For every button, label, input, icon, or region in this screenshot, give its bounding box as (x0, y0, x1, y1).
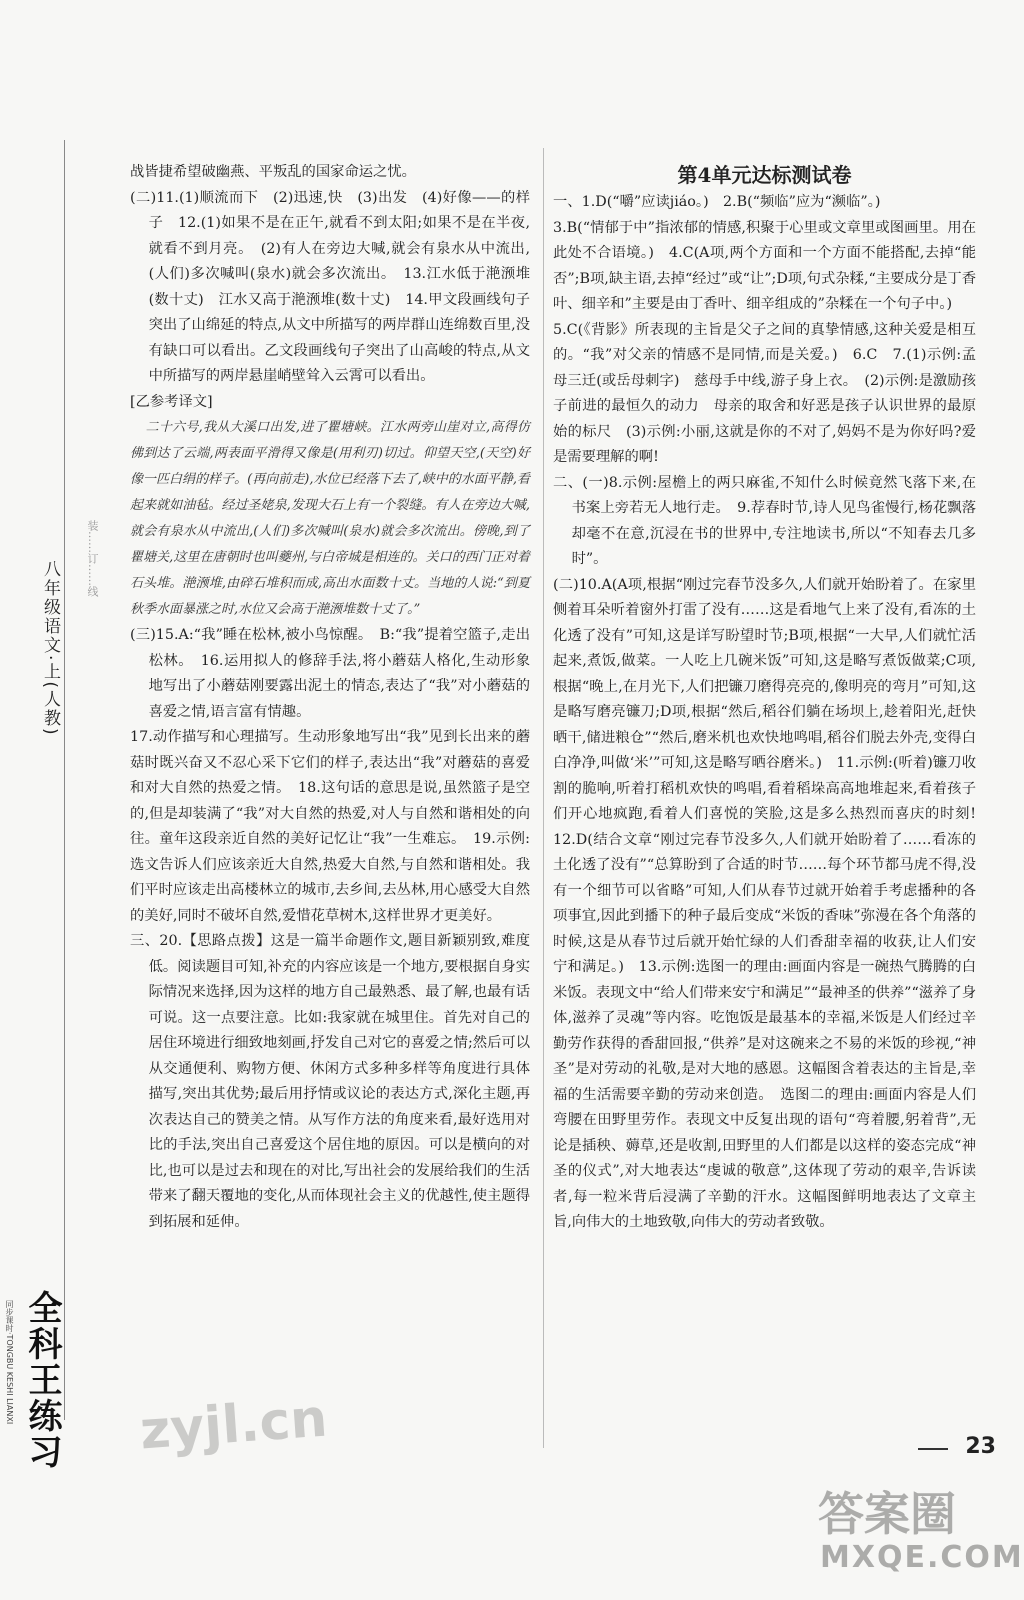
right-column (553, 160, 991, 1236)
cut-line-marks: 装……订……线 (86, 520, 99, 597)
page-number: 23 (965, 1434, 996, 1459)
left-paragraph: 17.动作描写和心理描写。生动形象地写出“我”见到长出来的蘑菇时既兴奋又不忍心采下它们的样子,表达出“我”对蘑菇的喜爱和对大自然的热爱之情。 18.这句话的意思是说,虽然篮子是空的,但是却装满了“我”对大自然的热爱,对人与自然和谐相处的向往。童年这段亲近自然的美好记忆让“我”一生难忘。 19.示例:选文告诉人们应该亲近大自然,热爱大自然,与自然和谐相处。我们平时应该走出高楼林立的城市,去乡间,去丛林,用心感受大自然的美好,同时不破坏自然,爱惜花草树木,这样世界才更美好。 (130, 729, 530, 924)
translation-heading: [乙参考译文] (130, 393, 213, 410)
right-paragraph: (二)10.A(A项,根据“刚过完春节没多久,人们就开始盼着了。在家里侧着耳朵听着窗外打雷了没有……这是看地气上来了没有,看冻的土化透了没有”可知,这是详写盼望时节;B项,根据“一大早,人们就忙活起来,煮饭,做菜。一人吃上几碗米饭”可知,这是略写煮饭做菜;C项,根据“晚上,在月光下,人们把镰刀磨得亮亮的,像明亮的弯月”可知,这是略写磨亮镰刀;D项,根据“然后,稻谷们躺在场坝上,趁着阳光,赶快晒干,储进粮仓”“然后,磨米机也欢快地鸣唱,稻谷们脱去外壳,变得白白净净,叫做‘米’”可知,这是略写晒谷磨米。) 11.示例:(听着)镰刀收割的脆响,听着打稻机欢快的鸣唱,看着稻垛高高地堆起来,看着孩子们开心地疯跑,看着人们喜悦的笑脸,这是多么热烈而喜庆的时刻! 12.D(结合文章“刚过完春节没多久,人们就开始盼着了……看冻的土化透了没有”“总算盼到了合适的时节……每个环节都马虎不得,没有一个细节可以省略”可知,人们从春节过就开始着手考虑播种的各项事宜,因此到播下的种子最后变成“米饭的香味”弥漫在各个角落的时候,这是从春节过后就开始忙绿的人们香甜幸福的收获,让人们安宁和满足。) 13.示例:选图一的理由:画面内容是一碗热气腾腾的白米饭。表现文中“给人们带来安宁和满足”“最神圣的供养”“滋养了身体,滋养了灵魂”等内容。吃饱饭是最基本的幸福,米饭是人们经过辛勤劳作获得的香甜回报,“供养”是对这碗来之不易的米饭的珍视,“神圣”是对劳动的礼敬,是对大地的感恩。这幅图含着表达的主旨是,幸福的生活需要辛勤的劳动来创造。 选图二的理由:画面内容是人们弯腰在田野里劳作。表现文中反复出现的语句“弯着腰,躬着背”,无论是插秧、薅草,还是收割,田野里的人们都是以这样的姿态完成“神圣的仪式”,对大地表达“虔诚的敬意”,这体现了劳动的艰辛,告诉读者,每一粒米背后浸满了辛勤的汗水。这幅图鲜明地表达了文章主旨,向伟大的土地致敬,向伟大的劳动者致敬。 (553, 576, 991, 1230)
brand-subtitle: 同步课时·TONGBU KESHI LIANXI (5, 1300, 14, 1425)
sidebar-rule (64, 140, 65, 1420)
left-paragraph: 战皆捷希望破幽燕、平叛乱的国家命运之忧。 (130, 164, 416, 180)
right-paragraph: 3.B(“情郁于中”指浓郁的情感,积聚于心里或文章里或图画里。用在此处不合语境。) 4.C(A项,两个方面和一个方面不能搭配,去掉“能否”;B项,缺主语,去掉“经过”或“让”;D项,句式杂糅,“主要成分是丁香叶、细辛和”主要是由丁香叶、细辛组成的”杂糅在一个句子中。) (553, 219, 976, 312)
left-column (130, 160, 530, 1235)
brand-logo: 全科王练习 (22, 1290, 62, 1470)
left-paragraph: (三)15.A:“我”睡在松林,被小鸟惊醒。 B:“我”提着空篮子,走出松林。 16.运用拟人的修辞手法,将小蘑菇人格化,生动形象地写出了小蘑菇刚要露出泥土的情态,表达了“我”对小蘑菇的喜爱之情,语言富有情趣。 (130, 627, 530, 720)
left-paragraph: (二)11.(1)顺流而下 (2)迅速,快 (3)出发 (4)好像——的样子 12.(1)如果不是在正午,就看不到太阳;如果不是在半夜,就看不到月亮。 (2)有人在旁边大喊,就会有泉水从中流出,(人们)多次喊叫(泉水)就会多次流出。 13.江水低于滟滪堆(数十丈) 江水又高于滟滪堆(数十丈) 14.甲文段画线句子突出了山绵延的特点,从文中所描写的两岸群山连绵数百里,没有缺口可以看出。乙文段画线句子突出了山高峻的特点,从文中所描写的两岸悬崖峭壁耸入云霄可以看出。 (130, 189, 530, 384)
left-paragraph: 三、20.【思路点拨】这是一篇半命题作文,题目新颖别致,难度低。阅读题目可知,补充的内容应该是一个地方,要根据自身实际情况来选择,因为这样的地方自己最熟悉、最了解,也最有话可说。这一点要注意。比如:我家就在城里住。首先对自己的居住环境进行细致地刻画,抒发自己对它的喜爱之情;然后可以从交通便利、购物方便、休闲方式多种多样等角度进行具体描写,突出其优势;最后用抒情或议论的表达方式,深化主题,再次表达自己的赞美之情。从写作方法的角度来看,最好选用对比的手法,突出自己喜爱这个居住地的原因。可以是横向的对比,也可以是过去和现在的对比,写出社会的发展给我们的生活带来了翻天覆地的变化,从而体现社会主义的优越性,使主题得到拓展和延伸。 (130, 933, 530, 1230)
right-paragraph: 5.C(《背影》所表现的主旨是父子之间的真挚情感,这种关爱是相互的。“我”对父亲的情感不是同情,而是关爱。) 6.C 7.(1)示例:孟母三迁(或岳母刺字) 慈母手中线,游子身上衣。 (2)示例:是激励孩子前进的最恒久的动力 母亲的取舍和好恶是孩子认识世界的最原始的标尺 (3)示例:小丽,这就是你的不对了,妈妈不是为你好吗?爱是需要理解的啊! (553, 321, 976, 465)
watermark-logo: 答案圈 (818, 1487, 956, 1541)
watermark-site: zyjl.cn (138, 1388, 330, 1462)
page-number-dash (918, 1448, 948, 1450)
right-paragraph: 二、(一)8.示例:屋檐上的两只麻雀,不知什么时候竟然飞落下来,在书案上旁若无人地行走。 9.荐春时节,诗人见鸟雀慢行,杨花飘落却毫不在意,沉浸在书的世界中,专注地读书,所以“不知春去几多时”。 (553, 474, 976, 567)
section-title: 第4单元达标测试卷 (677, 163, 852, 187)
sidebar (0, 0, 78, 1600)
book-title: 八年级语文·上(人教) (40, 560, 60, 737)
translation-text: 二十六号,我从大溪口出发,进了瞿塘峡。江水两旁山崖对立,高得仿佛到达了云端,两表面平滑得又像是(用利刃)切过。仰望天空,(天空)好像一匹白绢的样子。(再向前走),水位已经落下去了,峡中的水面平静,看起来就如油毡。经过圣姥泉,发现大石上有一个裂缝。有人在旁边大喊,就会有泉水从中流出,(人们)多次喊叫(泉水)就会多次流出。傍晚,到了瞿塘关,这里在唐朝时也叫夔州,与白帝城是相连的。关口的西门正对着石头堆。滟滪堆,由碎石堆积而成,高出水面数十丈。当地的人说:“到夏秋季水面暴涨之时,水位又会高于滟滪堆数十丈了。” (130, 420, 530, 617)
column-divider (543, 148, 544, 1448)
watermark-url: MXQE.COM (820, 1540, 1024, 1575)
right-paragraph: 一、1.D(“嚼”应读jiáo。) 2.B(“频临”应为“濒临”。) (553, 194, 881, 210)
